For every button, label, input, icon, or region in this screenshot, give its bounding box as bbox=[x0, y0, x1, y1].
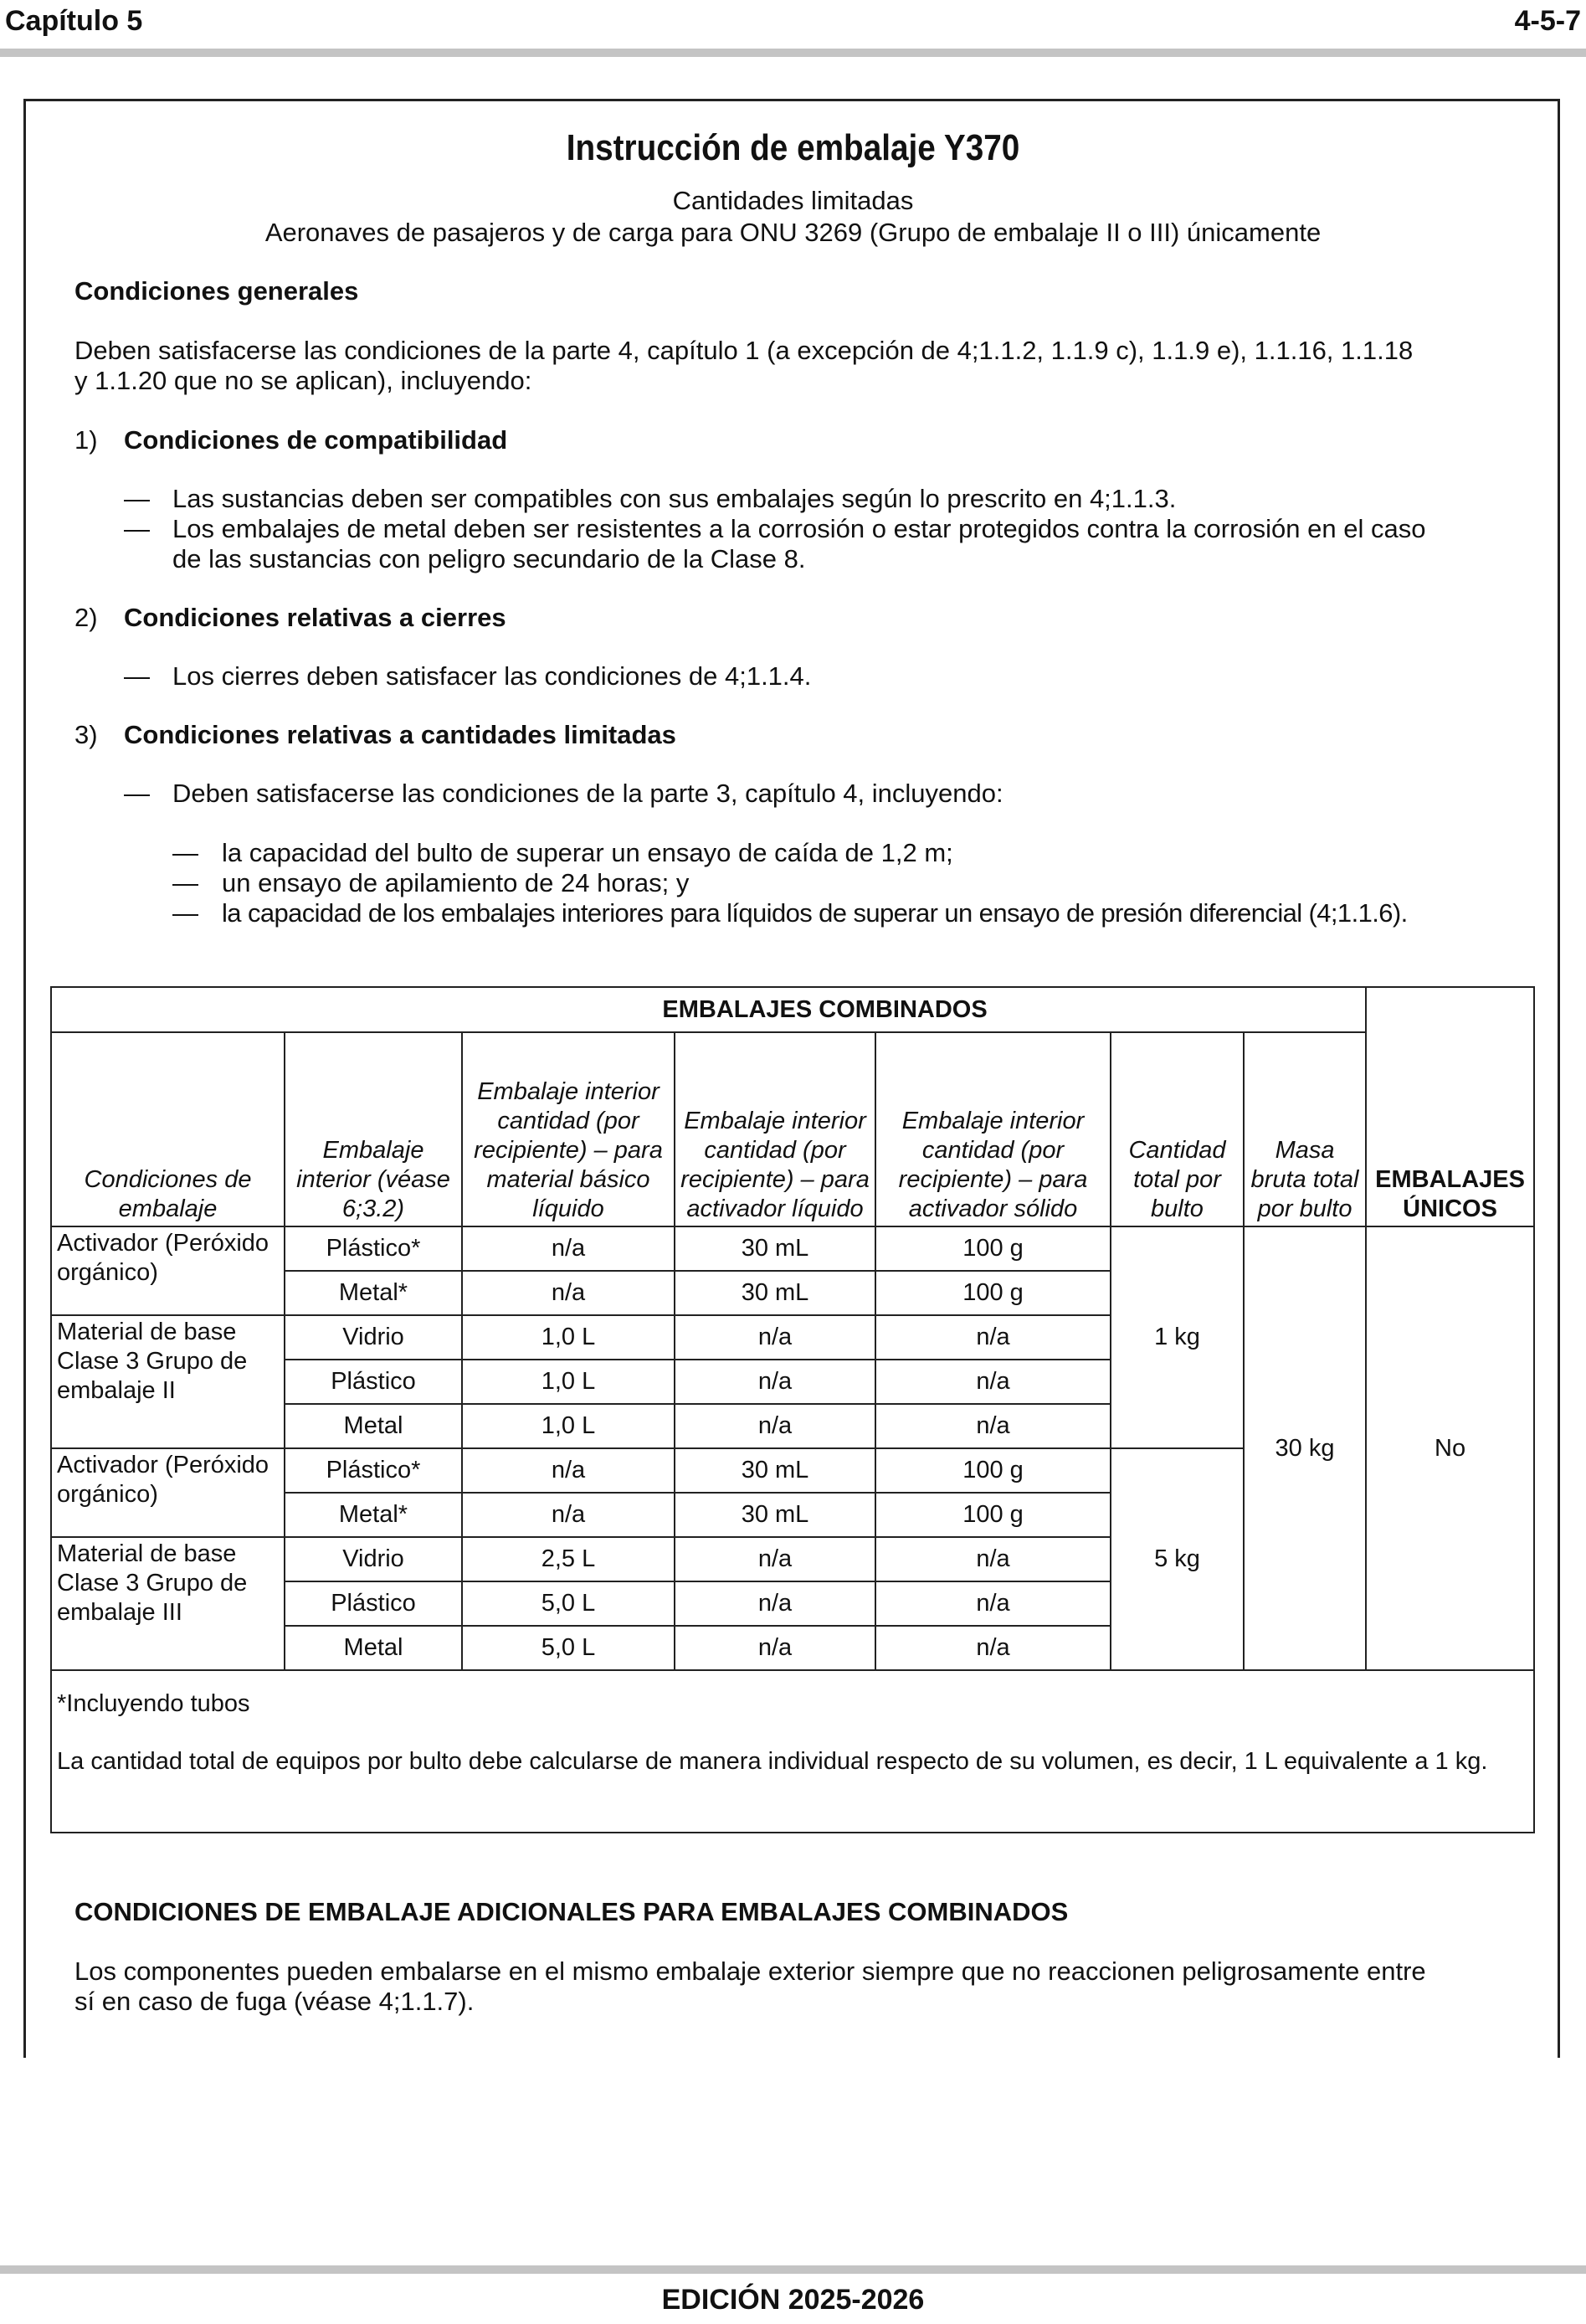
table-cell: Plástico* bbox=[285, 1226, 462, 1271]
table-cell: 5,0 L bbox=[462, 1626, 675, 1670]
table-cell: Vidrio bbox=[285, 1315, 462, 1360]
general-text-line2: y 1.1.20 que no se aplican), incluyendo: bbox=[74, 366, 532, 395]
table-cell: n/a bbox=[875, 1404, 1111, 1448]
table-cell: 2,5 L bbox=[462, 1537, 675, 1581]
total-quantity-1kg: 1 kg bbox=[1111, 1226, 1244, 1448]
table-cell: 1,0 L bbox=[462, 1360, 675, 1404]
packing-condition-base-material-pg2: Material de base Clase 3 Grupo de embalaje II bbox=[51, 1315, 285, 1448]
packing-condition-activator: Activador (Peróxido orgánico) bbox=[51, 1226, 285, 1315]
table-cell: Metal* bbox=[285, 1271, 462, 1315]
dash-marker: — bbox=[124, 484, 150, 513]
dash-marker: — bbox=[172, 838, 198, 867]
dash-marker: — bbox=[172, 868, 198, 897]
section-1-number: 1) bbox=[74, 425, 98, 455]
table-cell: 30 mL bbox=[675, 1226, 875, 1271]
table-cell bbox=[51, 987, 285, 1032]
table-cell: Metal* bbox=[285, 1493, 462, 1537]
table-cell: 30 mL bbox=[675, 1493, 875, 1537]
section-3-subitem-2: un ensayo de apilamiento de 24 horas; y bbox=[222, 868, 690, 897]
combined-packagings-header: EMBALAJES COMBINADOS bbox=[285, 987, 1366, 1032]
table-cell: Metal bbox=[285, 1626, 462, 1670]
table-cell: n/a bbox=[675, 1360, 875, 1404]
gross-mass-cell: 30 kg bbox=[1244, 1226, 1366, 1670]
chapter-label: Capítulo 5 bbox=[5, 5, 143, 37]
table-cell: Plástico* bbox=[285, 1448, 462, 1493]
dash-marker: — bbox=[124, 514, 150, 543]
page-number: 4-5-7 bbox=[1514, 5, 1581, 37]
table-cell: n/a bbox=[875, 1360, 1111, 1404]
note-total-quantity: La cantidad total de equipos por bulto debe calcularse de manera individual respecto de su volumen, es decir, 1 L equivalente a 1 kg. bbox=[57, 1748, 1488, 1775]
section-1-item-1: Las sustancias deben ser compatibles con sus embalajes según lo prescrito en 4;1.1.3. bbox=[172, 484, 1177, 513]
table-cell: 30 mL bbox=[675, 1448, 875, 1493]
dash-marker: — bbox=[124, 661, 150, 691]
table-cell: 100 g bbox=[875, 1271, 1111, 1315]
section-1-heading: Condiciones de compatibilidad bbox=[124, 425, 508, 455]
section-3-item-1: Deben satisfacerse las condiciones de la parte 3, capítulo 4, incluyendo: bbox=[172, 779, 1003, 808]
table-cell: n/a bbox=[462, 1271, 675, 1315]
col-header-base-material-liquid: Embalaje interior cantidad (por recipiente) – para material básico líquido bbox=[462, 1032, 675, 1226]
table-cell: 100 g bbox=[875, 1448, 1111, 1493]
table-cell: n/a bbox=[675, 1315, 875, 1360]
table-cell: n/a bbox=[675, 1626, 875, 1670]
packing-table bbox=[50, 986, 1535, 1833]
footer-rule bbox=[0, 2265, 1586, 2274]
general-text-line1: Deben satisfacerse las condiciones de la parte 4, capítulo 1 (a excepción de 4;1.1.2, 1.1.9 c), 1.1.9 e), 1.1.16, 1.1.18 bbox=[74, 336, 1414, 365]
table-cell: 100 g bbox=[875, 1493, 1111, 1537]
section-3-subitem-3: la capacidad de los embalajes interiores para líquidos de superar un ensayo de presión diferencial (4;1.1.6). bbox=[222, 898, 1408, 928]
table-cell: n/a bbox=[875, 1581, 1111, 1626]
table-cell: n/a bbox=[462, 1448, 675, 1493]
section-3-heading: Condiciones relativas a cantidades limitadas bbox=[124, 720, 676, 749]
col-header-total-quantity: Cantidad total por bulto bbox=[1111, 1032, 1244, 1226]
table-cell bbox=[1366, 987, 1534, 1032]
section-2-item-1: Los cierres deben satisfacer las condiciones de 4;1.1.4. bbox=[172, 661, 812, 691]
table-cell: n/a bbox=[462, 1493, 675, 1537]
section-1-item-2: Los embalajes de metal deben ser resistentes a la corrosión o estar protegidos contra la corrosión en el caso bbox=[172, 514, 1426, 543]
table-cell: 1,0 L bbox=[462, 1315, 675, 1360]
additional-text-line2: sí en caso de fuga (véase 4;1.1.7). bbox=[74, 1987, 475, 2016]
edition-footer: EDICIÓN 2025-2026 bbox=[661, 2284, 925, 2316]
dash-marker: — bbox=[172, 898, 198, 928]
additional-heading: CONDICIONES DE EMBALAJE ADICIONALES PARA EMBALAJES COMBINADOS bbox=[74, 1897, 1069, 1926]
section-3-number: 3) bbox=[74, 720, 98, 749]
table-cell: n/a bbox=[875, 1315, 1111, 1360]
table-cell: n/a bbox=[462, 1226, 675, 1271]
col-header-gross-mass: Masa bruta total por bulto bbox=[1244, 1032, 1366, 1226]
section-2-number: 2) bbox=[74, 603, 98, 632]
col-header-inner-packaging: Embalaje interior (véase 6;3.2) bbox=[285, 1032, 462, 1226]
total-quantity-5kg: 5 kg bbox=[1111, 1448, 1244, 1670]
table-notes bbox=[51, 1670, 1534, 1833]
col-header-activator-solid: Embalaje interior cantidad (por recipiente) – para activador sólido bbox=[875, 1032, 1111, 1226]
additional-text-line1: Los componentes pueden embalarse en el mismo embalaje exterior siempre que no reaccionen peligrosamente entre bbox=[74, 1956, 1426, 1986]
section-2-heading: Condiciones relativas a cierres bbox=[124, 603, 506, 632]
table-cell: n/a bbox=[875, 1626, 1111, 1670]
table-cell: 100 g bbox=[875, 1226, 1111, 1271]
table-cell: n/a bbox=[675, 1404, 875, 1448]
packing-condition-base-material-pg3: Material de base Clase 3 Grupo de embalaje III bbox=[51, 1537, 285, 1670]
table-cell: n/a bbox=[675, 1581, 875, 1626]
general-heading: Condiciones generales bbox=[74, 276, 359, 306]
section-1-item-2-cont: de las sustancias con peligro secundario de la Clase 8. bbox=[172, 544, 806, 573]
col-header-activator-liquid: Embalaje interior cantidad (por recipiente) – para activador líquido bbox=[675, 1032, 875, 1226]
table-cell: Metal bbox=[285, 1404, 462, 1448]
single-packagings-cell: No bbox=[1366, 1226, 1534, 1670]
packing-condition-activator: Activador (Peróxido orgánico) bbox=[51, 1448, 285, 1537]
page-title: Instrucción de embalaje Y370 bbox=[566, 127, 1020, 168]
section-3-subitem-1: la capacidad del bulto de superar un ensayo de caída de 1,2 m; bbox=[222, 838, 953, 867]
table-cell: 1,0 L bbox=[462, 1404, 675, 1448]
table-cell: 30 mL bbox=[675, 1271, 875, 1315]
header-rule bbox=[0, 49, 1586, 57]
subtitle-limited-quantities: Cantidades limitadas bbox=[672, 186, 914, 215]
table-cell: n/a bbox=[875, 1537, 1111, 1581]
dash-marker: — bbox=[124, 779, 150, 808]
table-cell: Plástico bbox=[285, 1581, 462, 1626]
table-cell: Vidrio bbox=[285, 1537, 462, 1581]
table-cell: Plástico bbox=[285, 1360, 462, 1404]
col-header-packing-conditions: Condiciones de embalaje bbox=[51, 1032, 285, 1226]
table-cell: n/a bbox=[675, 1537, 875, 1581]
note-tubes: *Incluyendo tubos bbox=[57, 1690, 250, 1717]
col-header-single-packagings: EMBALAJES ÚNICOS bbox=[1366, 1032, 1534, 1226]
subtitle-aircraft: Aeronaves de pasajeros y de carga para ONU 3269 (Grupo de embalaje II o III) únicamente bbox=[264, 218, 1322, 247]
table-cell: 5,0 L bbox=[462, 1581, 675, 1626]
